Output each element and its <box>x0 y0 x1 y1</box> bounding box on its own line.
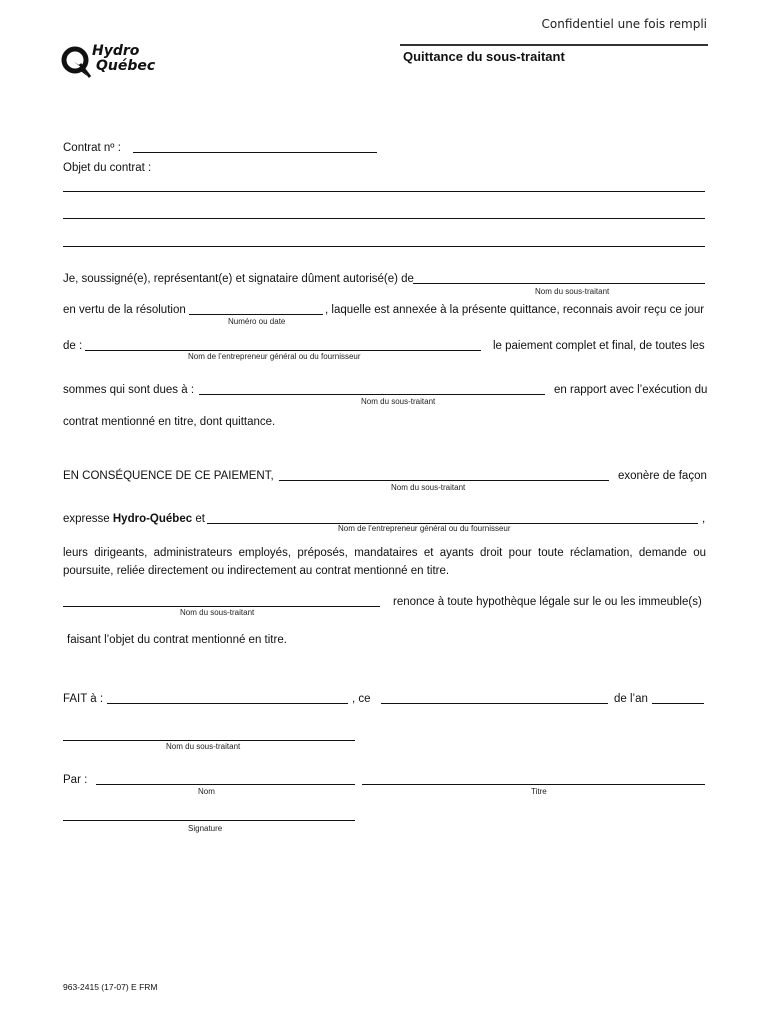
caption-number-date: Numéro ou date <box>228 317 286 326</box>
caption-subcontractor-1: Nom du sous-traitant <box>535 287 610 296</box>
contract-object-field-3[interactable] <box>63 246 705 247</box>
resolution-label: en vertu de la résolution <box>63 304 186 316</box>
caption-subcontractor-4: Nom du sous-traitant <box>180 608 255 617</box>
object-text: faisant l’objet du contrat mentionné en titre. <box>67 634 287 646</box>
directors-paragraph-line2: poursuite, reliée directement ou indirectement au contrat mentionné en titre. <box>63 565 450 577</box>
subcontractor-name-field-3[interactable] <box>279 480 609 481</box>
logo-line2: Québec <box>96 58 156 74</box>
date-field[interactable] <box>381 703 608 704</box>
year-field[interactable] <box>652 703 704 704</box>
expressly-word: expresse <box>63 513 110 525</box>
by-label: Par : <box>63 774 88 786</box>
caption-contractor-2: Nom de l’entrepreneur général ou du fournisseur <box>338 524 511 533</box>
directors-paragraph-line1: leurs dirigeants, administrateurs employés, préposés, mandataires et ayants droit pour toute réclamation, demande ou <box>63 547 706 559</box>
from-label: de : <box>63 340 83 352</box>
logo-wordmark <box>92 44 155 74</box>
subcontractor-name-field-5[interactable] <box>63 740 355 741</box>
and-word: et <box>195 513 205 525</box>
declaration-text: Je, soussigné(e), représentant(e) et signataire dûment autorisé(e) de <box>63 273 414 285</box>
brand-name: Hydro-Québec <box>112 513 193 525</box>
caption-subcontractor-3: Nom du sous-traitant <box>391 483 466 492</box>
signature-field[interactable] <box>63 820 355 821</box>
subcontractor-name-field-4[interactable] <box>63 606 380 607</box>
contract-number-field[interactable] <box>133 152 377 153</box>
caption-subcontractor-2: Nom du sous-traitant <box>361 397 436 406</box>
expressly-text <box>63 512 205 526</box>
made-at-label: FAIT à : <box>63 693 104 705</box>
subcontractor-name-field-2[interactable] <box>199 394 545 395</box>
contract-number-label: Contrat nº : <box>63 142 121 154</box>
contract-object-field-1[interactable] <box>63 191 705 192</box>
due-to-label: sommes qui sont dues à : <box>63 384 195 396</box>
title-rule <box>400 44 708 46</box>
consequence-label: EN CONSÉQUENCE DE CE PAIEMENT, <box>63 470 274 482</box>
comma: , <box>702 513 706 525</box>
resolution-text: , laquelle est annexée à la présente quittance, reconnais avoir reçu ce jour <box>325 304 705 316</box>
contract-object-label: Objet du contrat : <box>63 162 152 174</box>
signer-title-field[interactable] <box>362 784 705 785</box>
logo-line1: Hydro <box>92 43 140 59</box>
caption-subcontractor-5: Nom du sous-traitant <box>166 742 241 751</box>
execution-text: en rapport avec l’exécution du <box>554 384 708 396</box>
caption-title: Titre <box>531 787 547 796</box>
year-label: de l’an <box>614 693 648 705</box>
form-code: 963-2415 (17-07) E FRM <box>63 982 158 992</box>
place-field[interactable] <box>107 703 348 704</box>
payment-text: le paiement complet et final, de toutes les <box>493 340 705 352</box>
on-label: , ce <box>352 693 371 705</box>
exonerate-text: exonère de façon <box>618 470 707 482</box>
contract-object-field-2[interactable] <box>63 218 705 219</box>
signer-name-field[interactable] <box>96 784 355 785</box>
q-logo-icon <box>60 44 94 78</box>
contractor-name-field-1[interactable] <box>85 350 481 351</box>
caption-name: Nom <box>198 787 215 796</box>
renounce-text: renonce à toute hypothèque légale sur le ou les immeuble(s) <box>393 596 702 608</box>
quittance-text: contrat mentionné en titre, dont quittance. <box>63 416 276 428</box>
subcontractor-name-field-1[interactable] <box>413 283 705 284</box>
resolution-number-field[interactable] <box>189 314 323 315</box>
confidential-notice: Confidentiel une fois rempli <box>541 17 707 31</box>
page-title: Quittance du sous-traitant <box>403 49 565 64</box>
caption-contractor-1: Nom de l’entrepreneur général ou du fournisseur <box>188 352 361 361</box>
caption-signature: Signature <box>188 824 223 833</box>
